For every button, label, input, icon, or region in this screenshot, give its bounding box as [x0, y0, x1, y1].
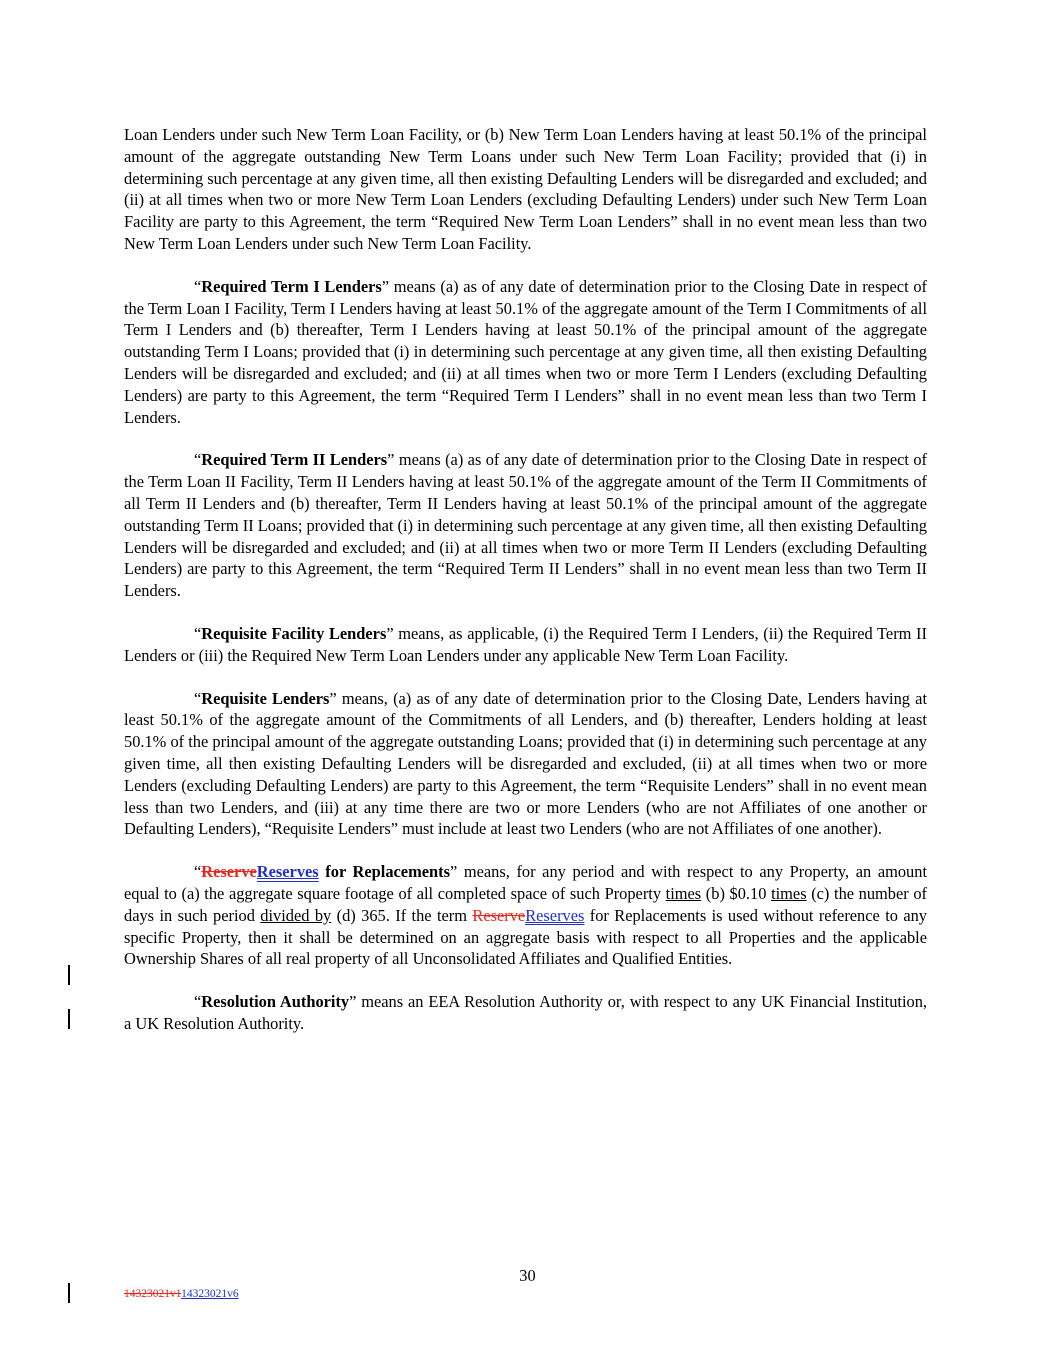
page-number: 30: [519, 1266, 536, 1285]
defined-term: Required Term I Lenders: [201, 276, 382, 296]
definition-reserves-for-replacements: “ReserveReserves for Replacements” means, for any period and with respect to any Property, an amount equal to (a) the aggregate square footage of all completed space of such Property times (b) $0.10 times (c) the number of days in such period divided by (d) 365. If the term ReserveReserves for Replacements is used without reference to any specific Property, then it shall be determined on an aggregate basis with respect to all Properties and the applicable Ownership Shares of all real property of all Unconsolidated Affiliates and Qualified Entities.: [124, 862, 928, 969]
inserted-text: Reserves: [256, 862, 319, 882]
change-bar-1: [68, 965, 70, 985]
change-bar-3: [68, 1283, 70, 1303]
underlined-times: times: [665, 883, 702, 903]
underlined-times: times: [771, 883, 807, 903]
document-body: [124, 124, 927, 1056]
definition-resolution-authority: “Resolution Authority” means an EEA Resolution Authority or, with respect to any UK Financial Institution, a UK Resolution Authority.: [124, 992, 927, 1033]
paragraph-continuation: Loan Lenders under such New Term Loan Facility, or (b) New Term Loan Lenders having at least 50.1% of the principal amount of the aggregate outstanding New Term Loans under such New Term Loan Facility; provided that (i) in determining such percentage at any given time, all then existing Defaulting Lenders will be disregarded and excluded; and (ii) at all times when two or more New Term Loan Lenders (excluding Defaulting Lenders) under such New Term Loan Facility are party to this Agreement, the term “Required New Term Loan Lenders” shall in no event mean less than two New Term Loan Lenders under such New Term Loan Facility.: [124, 125, 927, 253]
document-id: [124, 1288, 239, 1300]
deleted-doc-id: 14323021v1: [124, 1288, 182, 1300]
inserted-text: Reserves: [525, 905, 585, 925]
defined-term: for Replacements: [318, 862, 450, 882]
defined-term: Requisite Lenders: [201, 688, 330, 708]
defined-term: Resolution Authority: [201, 992, 350, 1012]
change-bar-2: [68, 1009, 70, 1029]
defined-term: Required Term II Lenders: [201, 450, 388, 470]
deleted-text: Reserve: [201, 862, 257, 882]
definition-requisite-lenders: “Requisite Lenders” means, (a) as of any date of determination prior to the Closing Date, Lenders having at least 50.1% of the aggregate amount of the Commitments of all Lenders, and (b) thereafter, Lenders holding at least 50.1% of the principal amount of the aggregate outstanding Loans; provided that (i) in determining such percentage at any given time, all then existing Defaulting Lenders will be disregarded and excluded, (ii) at all times when two or more Lenders (excluding Defaulting Lenders) are party to this Agreement, the term “Requisite Lenders” shall in no event mean less than two Lenders, and (iii) at any time there are two or more Lenders (who are not Affiliates of one another or Defaulting Lenders), “Requisite Lenders” must include at least two Lenders (who are not Affiliates of one another).: [124, 688, 928, 839]
definition-required-term-i-lenders: “Required Term I Lenders” means (a) as of any date of determination prior to the Closing Date in respect of the Term Loan I Facility, Term I Lenders having at least 50.1% of the aggregate amount of the Term I Commitments of all Term I Lenders and (b) thereafter, Term I Lenders having at least 50.1% of the principal amount of the aggregate outstanding Term I Loans; provided that (i) in determining such percentage at any given time, all then existing Defaulting Lenders will be disregarded and excluded; and (ii) at all times when two or more Term I Lenders (excluding Defaulting Lenders) are party to this Agreement, the term “Required Term I Lenders” shall in no event mean less than two Term I Lenders.: [124, 276, 928, 427]
deleted-text: Reserve: [472, 905, 526, 925]
underlined-divided-by: divided by: [260, 905, 332, 925]
definition-requisite-facility-lenders: “Requisite Facility Lenders” means, as applicable, (i) the Required Term I Lenders, (ii) the Required Term II Lenders or (iii) the Required New Term Loan Lenders under any applicable New Term Loan Facility.: [124, 623, 927, 665]
defined-term: Requisite Facility Lenders: [201, 623, 387, 643]
definition-required-term-ii-lenders: “Required Term II Lenders” means (a) as of any date of determination prior to the Closing Date in respect of the Term Loan II Facility, Term II Lenders having at least 50.1% of the aggregate amount of the Term II Commitments of all Term II Lenders and (b) thereafter, Term II Lenders having at least 50.1% of the principal amount of the aggregate outstanding Term II Loans; provided that (i) in determining such percentage at any given time, all then existing Defaulting Lenders will be disregarded and excluded; and (ii) at all times when two or more Term II Lenders (excluding Defaulting Lenders) are party to this Agreement, the term “Required Term II Lenders” shall in no event mean less than two Term II Lenders.: [124, 450, 927, 601]
inserted-doc-id: 14323021v6: [181, 1288, 239, 1300]
